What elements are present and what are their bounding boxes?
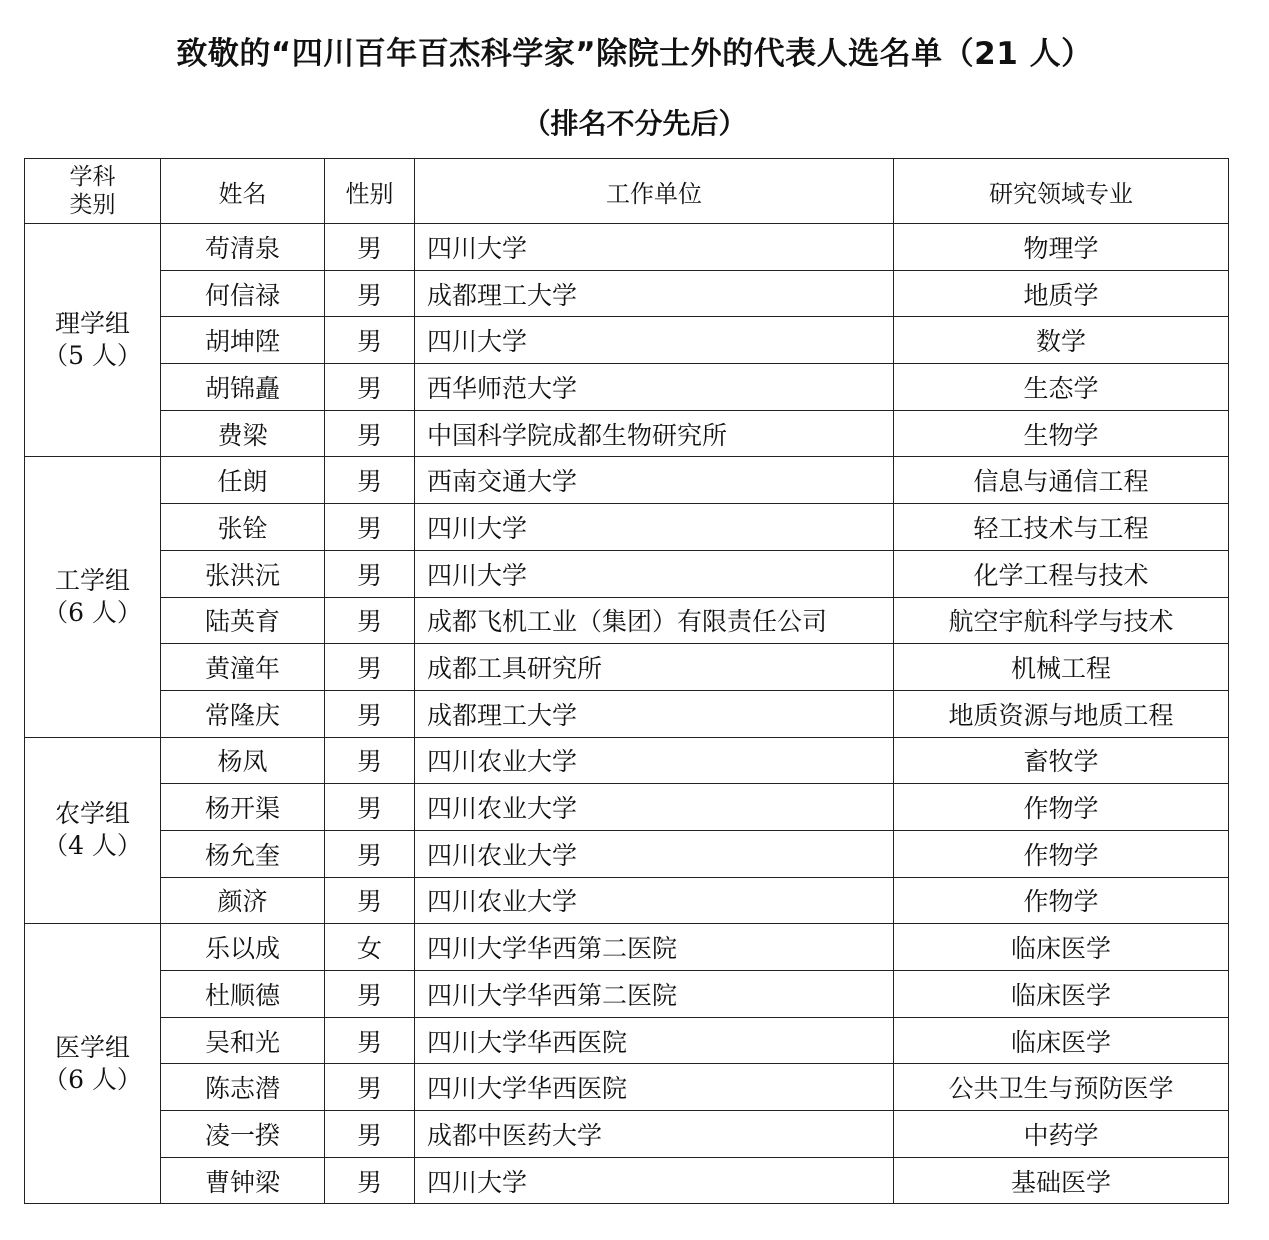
table-row bbox=[25, 737, 1229, 784]
gender-cell: 男 bbox=[325, 224, 415, 271]
gender-cell: 男 bbox=[325, 737, 415, 784]
header-name: 姓名 bbox=[161, 159, 325, 224]
person-name-cell: 胡坤陞 bbox=[161, 317, 325, 364]
table-row bbox=[25, 784, 1229, 831]
table-row bbox=[25, 877, 1229, 924]
research-field-cell: 临床医学 bbox=[894, 1017, 1229, 1064]
person-name-cell: 杨凤 bbox=[161, 737, 325, 784]
research-field-cell: 作物学 bbox=[894, 830, 1229, 877]
group-name: 农学组 bbox=[54, 799, 130, 829]
gender-cell: 男 bbox=[325, 364, 415, 411]
work-unit-cell: 成都理工大学 bbox=[415, 690, 894, 737]
work-unit-cell: 四川大学 bbox=[415, 1157, 894, 1204]
table-row bbox=[25, 410, 1229, 457]
group-name: 医学组 bbox=[54, 1032, 130, 1062]
group-category-cell bbox=[25, 457, 161, 737]
group-name: 理学组 bbox=[54, 309, 130, 339]
table-body bbox=[25, 224, 1229, 1204]
work-unit-cell: 西华师范大学 bbox=[415, 364, 894, 411]
research-field-cell: 公共卫生与预防医学 bbox=[894, 1064, 1229, 1111]
table-row bbox=[25, 1157, 1229, 1204]
work-unit-cell: 四川大学华西第二医院 bbox=[415, 924, 894, 971]
person-name-cell: 吴和光 bbox=[161, 1017, 325, 1064]
table-row bbox=[25, 924, 1229, 971]
work-unit-cell: 成都中医药大学 bbox=[415, 1111, 894, 1158]
research-field-cell: 化学工程与技术 bbox=[894, 550, 1229, 597]
person-name-cell: 苟清泉 bbox=[161, 224, 325, 271]
gender-cell: 男 bbox=[325, 971, 415, 1018]
gender-cell: 男 bbox=[325, 457, 415, 504]
work-unit-cell: 四川大学华西医院 bbox=[415, 1064, 894, 1111]
gender-cell: 男 bbox=[325, 644, 415, 691]
header-field: 研究领域专业 bbox=[894, 159, 1229, 224]
research-field-cell: 信息与通信工程 bbox=[894, 457, 1229, 504]
gender-cell: 男 bbox=[325, 690, 415, 737]
header-gender: 性别 bbox=[325, 159, 415, 224]
table-row bbox=[25, 270, 1229, 317]
table-row bbox=[25, 224, 1229, 271]
header-category-line2: 类别 bbox=[69, 192, 116, 218]
person-name-cell: 陈志潜 bbox=[161, 1064, 325, 1111]
research-field-cell: 航空宇航科学与技术 bbox=[894, 597, 1229, 644]
document-subtitle: （排名不分先后） bbox=[522, 107, 747, 140]
gender-cell: 男 bbox=[325, 877, 415, 924]
header-unit: 工作单位 bbox=[415, 159, 894, 224]
research-field-cell: 作物学 bbox=[894, 877, 1229, 924]
scientist-list-table bbox=[24, 158, 1229, 1204]
research-field-cell: 数学 bbox=[894, 317, 1229, 364]
work-unit-cell: 四川农业大学 bbox=[415, 830, 894, 877]
work-unit-cell: 成都工具研究所 bbox=[415, 644, 894, 691]
work-unit-cell: 四川大学 bbox=[415, 504, 894, 551]
work-unit-cell: 四川大学 bbox=[415, 224, 894, 271]
table-row bbox=[25, 364, 1229, 411]
work-unit-cell: 四川大学华西医院 bbox=[415, 1017, 894, 1064]
table-row bbox=[25, 1017, 1229, 1064]
table-row bbox=[25, 971, 1229, 1018]
research-field-cell: 物理学 bbox=[894, 224, 1229, 271]
research-field-cell: 中药学 bbox=[894, 1111, 1229, 1158]
gender-cell: 男 bbox=[325, 1017, 415, 1064]
table-row bbox=[25, 830, 1229, 877]
table-row bbox=[25, 504, 1229, 551]
person-name-cell: 杜顺德 bbox=[161, 971, 325, 1018]
table-row bbox=[25, 1111, 1229, 1158]
work-unit-cell: 中国科学院成都生物研究所 bbox=[415, 410, 894, 457]
research-field-cell: 生物学 bbox=[894, 410, 1229, 457]
person-name-cell: 胡锦矗 bbox=[161, 364, 325, 411]
document-title: 致敬的“四川百年百杰科学家”除院士外的代表人选名单（21 人） bbox=[176, 36, 1093, 72]
person-name-cell: 黄潼年 bbox=[161, 644, 325, 691]
group-category-cell bbox=[25, 924, 161, 1204]
person-name-cell: 费梁 bbox=[161, 410, 325, 457]
gender-cell: 男 bbox=[325, 830, 415, 877]
work-unit-cell: 四川农业大学 bbox=[415, 737, 894, 784]
table-header-row bbox=[25, 159, 1229, 224]
table-row bbox=[25, 317, 1229, 364]
gender-cell: 男 bbox=[325, 1064, 415, 1111]
table-row bbox=[25, 597, 1229, 644]
group-count: （4 人） bbox=[43, 831, 142, 861]
work-unit-cell: 成都飞机工业（集团）有限责任公司 bbox=[415, 597, 894, 644]
table-row bbox=[25, 550, 1229, 597]
person-name-cell: 凌一揆 bbox=[161, 1111, 325, 1158]
research-field-cell: 轻工技术与工程 bbox=[894, 504, 1229, 551]
gender-cell: 男 bbox=[325, 410, 415, 457]
gender-cell: 男 bbox=[325, 597, 415, 644]
gender-cell: 男 bbox=[325, 504, 415, 551]
work-unit-cell: 四川大学华西第二医院 bbox=[415, 971, 894, 1018]
person-name-cell: 张铨 bbox=[161, 504, 325, 551]
group-name: 工学组 bbox=[54, 566, 130, 595]
group-count: （6 人） bbox=[43, 598, 142, 627]
person-name-cell: 任朗 bbox=[161, 457, 325, 504]
work-unit-cell: 四川农业大学 bbox=[415, 784, 894, 831]
person-name-cell: 颜济 bbox=[161, 877, 325, 924]
group-category-cell bbox=[25, 737, 161, 924]
work-unit-cell: 西南交通大学 bbox=[415, 457, 894, 504]
person-name-cell: 张洪沅 bbox=[161, 550, 325, 597]
person-name-cell: 常隆庆 bbox=[161, 690, 325, 737]
research-field-cell: 地质学 bbox=[894, 270, 1229, 317]
research-field-cell: 生态学 bbox=[894, 364, 1229, 411]
research-field-cell: 机械工程 bbox=[894, 644, 1229, 691]
person-name-cell: 杨开渠 bbox=[161, 784, 325, 831]
research-field-cell: 地质资源与地质工程 bbox=[894, 690, 1229, 737]
gender-cell: 男 bbox=[325, 1157, 415, 1204]
gender-cell: 男 bbox=[325, 1111, 415, 1158]
table-row bbox=[25, 690, 1229, 737]
gender-cell: 女 bbox=[325, 924, 415, 971]
person-name-cell: 乐以成 bbox=[161, 924, 325, 971]
work-unit-cell: 四川农业大学 bbox=[415, 877, 894, 924]
research-field-cell: 临床医学 bbox=[894, 971, 1229, 1018]
group-category-cell bbox=[25, 224, 161, 457]
work-unit-cell: 四川大学 bbox=[415, 317, 894, 364]
header-category bbox=[25, 159, 161, 224]
gender-cell: 男 bbox=[325, 317, 415, 364]
table-row bbox=[25, 644, 1229, 691]
person-name-cell: 杨允奎 bbox=[161, 830, 325, 877]
gender-cell: 男 bbox=[325, 784, 415, 831]
header-category-line1: 学科 bbox=[69, 164, 116, 190]
research-field-cell: 临床医学 bbox=[894, 924, 1229, 971]
work-unit-cell: 成都理工大学 bbox=[415, 270, 894, 317]
table-row bbox=[25, 1064, 1229, 1111]
research-field-cell: 基础医学 bbox=[894, 1157, 1229, 1204]
research-field-cell: 畜牧学 bbox=[894, 737, 1229, 784]
group-count: （6 人） bbox=[43, 1064, 142, 1094]
group-count: （5 人） bbox=[43, 341, 142, 371]
work-unit-cell: 四川大学 bbox=[415, 550, 894, 597]
person-name-cell: 何信禄 bbox=[161, 270, 325, 317]
gender-cell: 男 bbox=[325, 550, 415, 597]
gender-cell: 男 bbox=[325, 270, 415, 317]
person-name-cell: 曹钟梁 bbox=[161, 1157, 325, 1204]
person-name-cell: 陆英育 bbox=[161, 597, 325, 644]
research-field-cell: 作物学 bbox=[894, 784, 1229, 831]
table-row bbox=[25, 457, 1229, 504]
